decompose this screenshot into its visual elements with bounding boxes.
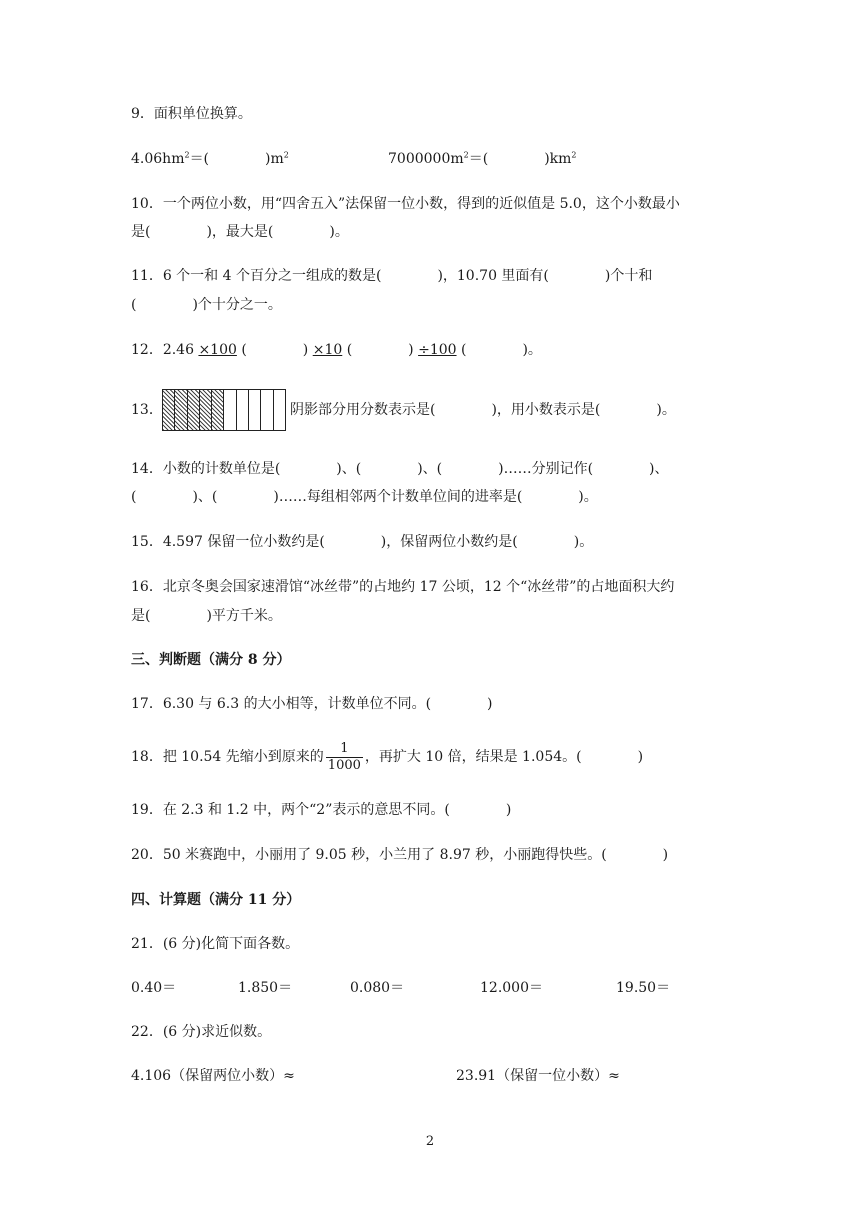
q11-line1: 11．6 个一和 4 个百分之一组成的数是( )，10.70 里面有( )个十和 (131, 268, 653, 284)
fraction-denominator: 1000 (327, 757, 361, 773)
q9-title: 9．面积单位换算。 (131, 106, 252, 122)
q9-item-b-left: 7000000m (388, 151, 464, 167)
section4-heading: 四、计算题（满分 11 分） (131, 892, 301, 908)
grid-cell (237, 390, 249, 430)
q21-item-5: 19.50＝ (616, 980, 671, 996)
q22-title: 22．(6 分)求近似数。 (131, 1024, 272, 1040)
page-number: 2 (425, 1134, 435, 1149)
q16-line1: 16．北京冬奥会国家速滑馆“冰丝带”的占地约 17 公顷，12 个“冰丝带”的占地面积大约 (131, 579, 675, 595)
q21-item-4: 12.000＝ (480, 980, 543, 996)
grid-cell-shaded (200, 390, 212, 430)
q18-after: ，再扩大 10 倍，结果是 1.054。( ) (364, 749, 644, 765)
sup-2: 2 (283, 150, 289, 160)
q12-blank2: ( ) (342, 342, 419, 358)
q9-item-b (388, 149, 577, 169)
grid-cell-shaded (212, 390, 224, 430)
q12-op2: ×10 (312, 342, 343, 358)
grid-cell-shaded (175, 390, 187, 430)
fraction (326, 741, 363, 774)
q21-item-2: 1.850＝ (238, 980, 293, 996)
q14-line1: 14．小数的计数单位是( )、( )、( )……分别记作( )、 (131, 461, 669, 477)
q22-item-1: 4.106（保留两位小数）≈ (131, 1068, 295, 1084)
q12-op1: ×100 (198, 342, 237, 358)
grid-cell (249, 390, 261, 430)
q22-item-2: 23.91（保留一位小数）≈ (456, 1068, 620, 1084)
q12 (131, 340, 542, 360)
q18-before: 18．把 10.54 先缩小到原来的 (131, 749, 324, 765)
q14-line2: ( )、( )……每组相邻两个计数单位间的进率是( )。 (131, 489, 598, 505)
q9-item-a (131, 149, 289, 169)
q12-prefix: 12．2.46 (131, 342, 199, 358)
q13-text: 阴影部分用分数表示是( )，用小数表示是( )。 (290, 402, 676, 418)
fraction-numerator: 1 (326, 741, 363, 758)
q20: 20．50 米赛跑中，小丽用了 9.05 秒，小兰用了 8.97 秒，小丽跑得快些。( ) (131, 847, 669, 863)
q16-line2: 是( )平方千米。 (131, 608, 282, 624)
grid-cell (274, 390, 285, 430)
grid-cell-shaded (188, 390, 200, 430)
sup-2: 2 (571, 150, 577, 160)
grid-cell-shaded (163, 390, 175, 430)
q9-item-a-right: ＝( )m (189, 151, 284, 167)
q21-item-3: 0.080＝ (350, 980, 405, 996)
grid-cell (261, 390, 273, 430)
q18 (131, 730, 643, 784)
q17: 17．6.30 与 6.3 的大小相等，计数单位不同。( ) (131, 696, 493, 712)
grid-cell (224, 390, 236, 430)
q12-blank3: ( )。 (456, 342, 542, 358)
q12-blank1: ( ) (236, 342, 313, 358)
q9-item-a-left: 4.06hm (131, 151, 185, 167)
sup-2: 2 (463, 150, 469, 160)
q21-item-1: 0.40＝ (131, 980, 177, 996)
q12-op3: ÷100 (418, 342, 457, 358)
q21-title: 21．(6 分)化简下面各数。 (131, 936, 300, 952)
sup-2: 2 (184, 150, 190, 160)
q15: 15．4.597 保留一位小数约是( )，保留两位小数约是( )。 (131, 534, 594, 550)
q11-line2: ( )个十分之一。 (131, 297, 282, 313)
q10-line1: 10．一个两位小数，用“四舍五入”法保留一位小数，得到的近似值是 5.0，这个小数最小 (131, 196, 680, 212)
q13-grid-figure (162, 389, 286, 431)
q9-item-b-right: ＝( )km (468, 151, 572, 167)
q10-line2: 是( )，最大是( )。 (131, 224, 349, 240)
section3-heading: 三、判断题（满分 8 分） (131, 652, 291, 668)
q19: 19．在 2.3 和 1.2 中，两个“2”表示的意思不同。( ) (131, 802, 512, 818)
q13-number: 13． (131, 402, 163, 418)
